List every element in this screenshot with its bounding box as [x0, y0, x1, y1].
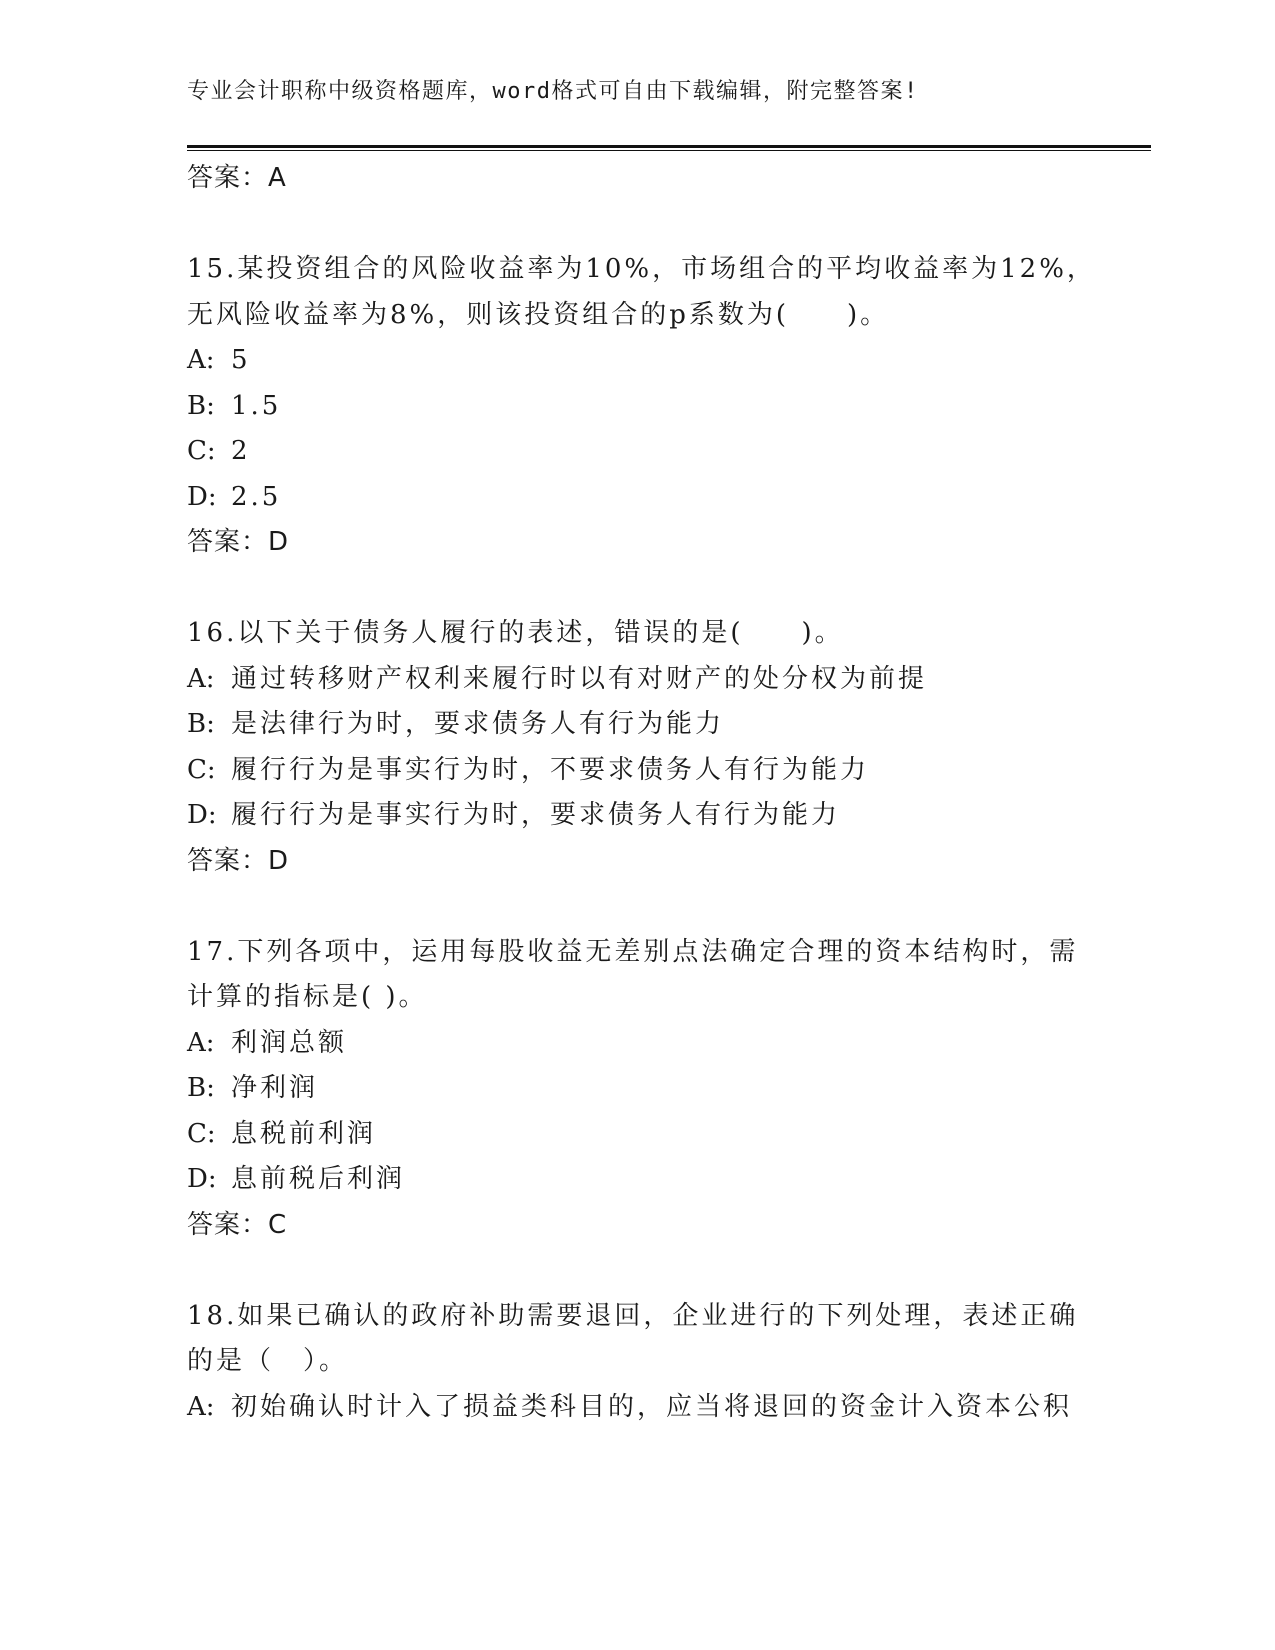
answer-value: D	[268, 845, 290, 876]
option-key: B:	[187, 1073, 215, 1103]
option-text: 是法律行为时，要求债务人有行为能力	[231, 709, 725, 739]
option-key: D:	[187, 481, 217, 512]
option-b	[187, 702, 1087, 748]
option-key: B:	[187, 709, 215, 739]
question-stem: 的是（ ）。	[187, 1346, 349, 1376]
question-stem: 17.下列各项中，运用每股收益无差别点法确定合理的资本结构时，需	[187, 936, 1079, 967]
option-text: 通过转移财产权利来履行时以有对财产的处分权为前提	[231, 663, 928, 694]
option-text: 净利润	[231, 1073, 319, 1103]
option-key: A:	[187, 1027, 215, 1058]
option-key: C:	[187, 436, 216, 466]
answer-value: A	[268, 163, 287, 193]
option-b	[187, 1066, 1087, 1112]
question-18	[187, 1294, 1087, 1431]
option-key: C:	[187, 754, 216, 785]
page-header: 专业会计职称中级资格题库，word格式可自由下载编辑，附完整答案!	[187, 79, 919, 104]
question-15	[187, 247, 1096, 566]
option-a	[187, 1021, 1087, 1067]
option-key: A:	[187, 345, 215, 375]
document-body	[187, 156, 1096, 1430]
answer-label: 答案：	[187, 845, 269, 876]
option-a	[187, 1385, 1087, 1431]
option-d	[187, 475, 1087, 521]
question-stem: 16.以下关于债务人履行的表述，错误的是( )。	[187, 618, 844, 648]
answer-line	[187, 156, 1087, 202]
answer-label: 答案：	[187, 163, 269, 193]
question-stem: 15.某投资组合的风险收益率为10%，市场组合的平均收益率为12%，	[187, 254, 1096, 284]
question-17	[187, 930, 1087, 1249]
option-text: 利润总额	[231, 1027, 348, 1058]
option-text: 5	[231, 345, 251, 375]
answer-label: 答案：	[187, 527, 269, 557]
option-text: 履行行为是事实行为时，要求债务人有行为能力	[231, 800, 841, 830]
option-text: 2.5	[231, 481, 282, 512]
option-a	[187, 657, 1087, 703]
question-stem: 计算的指标是( )。	[187, 982, 428, 1012]
header-rule	[187, 145, 1151, 148]
option-text: 息税前利润	[231, 1118, 377, 1149]
header-rule-thin	[187, 150, 1151, 151]
option-key: C:	[187, 1118, 216, 1149]
option-key: D:	[187, 800, 217, 830]
answer-label: 答案：	[187, 1209, 269, 1240]
option-d	[187, 1157, 1087, 1203]
option-key: A:	[187, 1391, 215, 1422]
option-c	[187, 1112, 1087, 1158]
answer-line	[187, 520, 1087, 566]
option-text: 息前税后利润	[231, 1164, 406, 1194]
question-16	[187, 611, 1087, 884]
question-stem: 无风险收益率为8%，则该投资组合的p系数为( )。	[187, 299, 890, 330]
option-d	[187, 793, 1087, 839]
answer-value: D	[268, 527, 290, 557]
answer-line	[187, 1203, 1087, 1249]
option-key: B:	[187, 390, 215, 421]
option-text: 初始确认时计入了损益类科目的，应当将退回的资金计入资本公积	[231, 1391, 1073, 1422]
answer-value: C	[268, 1209, 288, 1240]
option-c	[187, 748, 1087, 794]
option-text: 1.5	[231, 390, 282, 421]
option-text: 履行行为是事实行为时，不要求债务人有行为能力	[231, 754, 870, 785]
option-a	[187, 338, 1087, 384]
option-text: 2	[231, 436, 251, 466]
option-c	[187, 429, 1087, 475]
option-b	[187, 384, 1087, 430]
question-stem: 18.如果已确认的政府补助需要退回，企业进行的下列处理，表述正确	[187, 1300, 1079, 1331]
option-key: D:	[187, 1164, 217, 1194]
option-key: A:	[187, 663, 215, 694]
answer-line	[187, 839, 1087, 885]
